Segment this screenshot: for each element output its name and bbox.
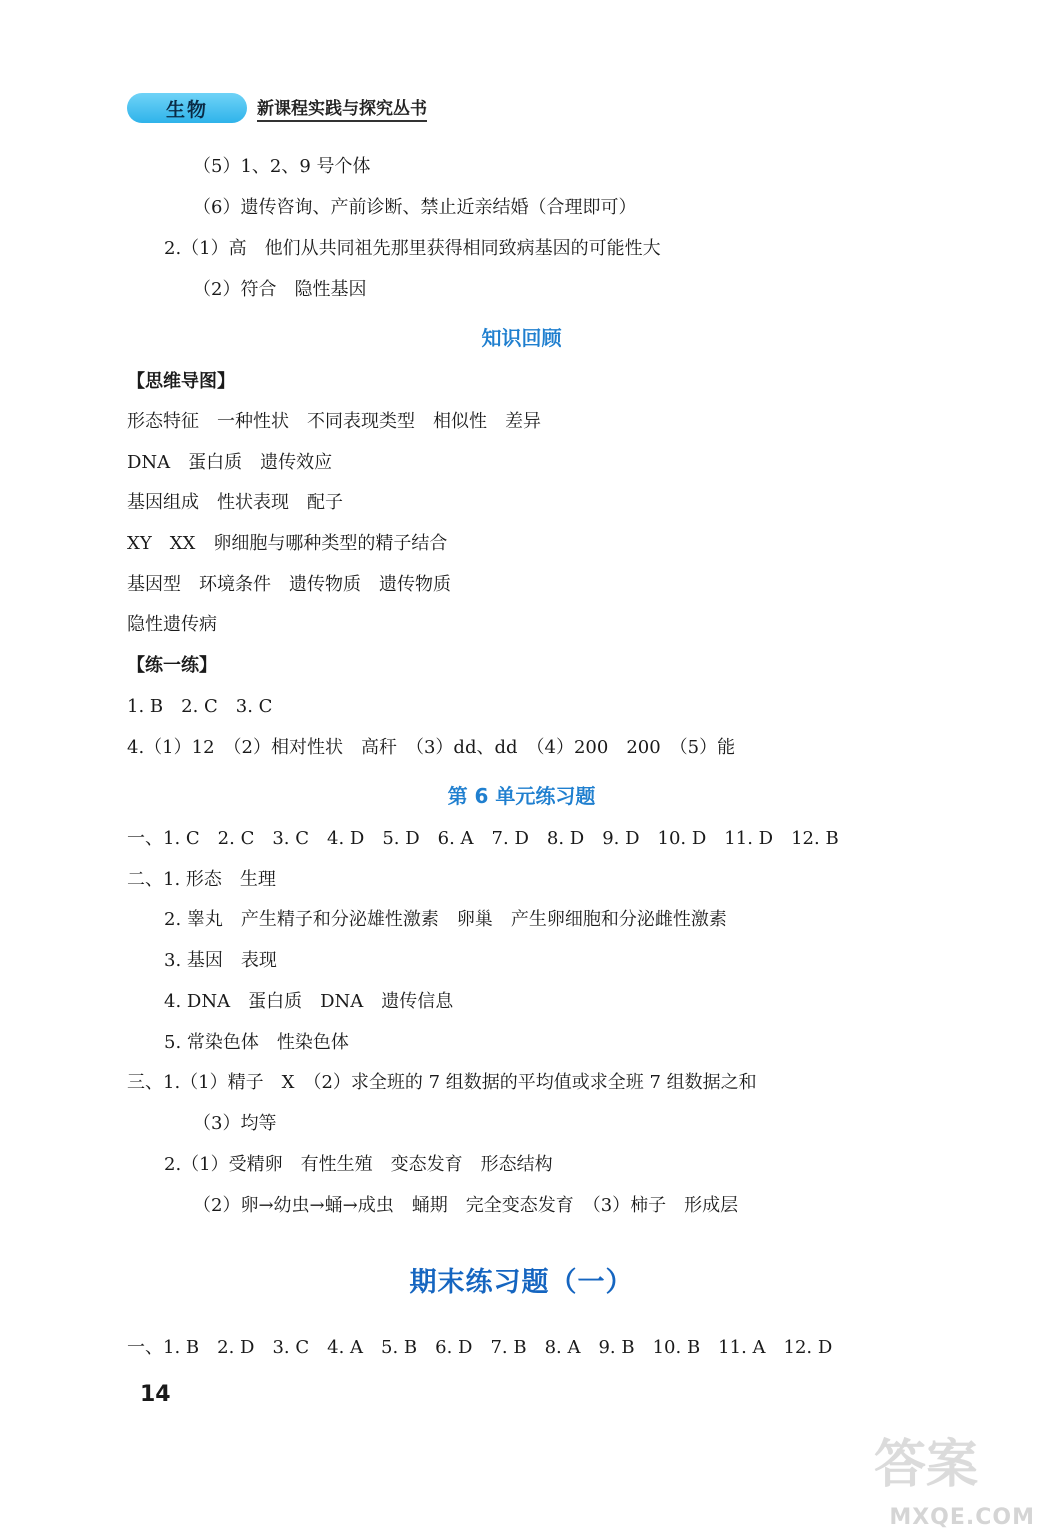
mindmap-heading: 【思维导图】 bbox=[127, 371, 235, 392]
section-title-review: 知识回顾 bbox=[481, 326, 562, 350]
watermark-logo: 答案 bbox=[874, 1435, 979, 1495]
watermark-site: MXQE.COM bbox=[889, 1505, 1035, 1530]
subject-tab: 生物 bbox=[127, 93, 247, 123]
page-number: 14 bbox=[140, 1382, 171, 1407]
watermark bbox=[868, 1418, 1043, 1536]
unit6-line: 2. 睾丸 产生精子和分泌雄性激素 卵巢 产生卵细胞和分泌雌性激素 bbox=[164, 909, 727, 930]
practice-line: 1. B 2. C 3. C bbox=[127, 696, 273, 717]
unit6-line: （3）均等 bbox=[193, 1113, 277, 1134]
page-header bbox=[127, 93, 427, 123]
unit6-line: 4. DNA 蛋白质 DNA 遗传信息 bbox=[164, 991, 454, 1012]
practice-line: 4.（1）12 （2）相对性状 高秆 （3）dd、dd （4）200 200 （5）能 bbox=[127, 737, 736, 758]
mindmap-line: 基因组成 性状表现 配子 bbox=[127, 492, 343, 513]
mindmap-line: 形态特征 一种性状 不同表现类型 相似性 差异 bbox=[127, 411, 541, 432]
section-title-final: 期末练习题（一） bbox=[409, 1267, 634, 1298]
answer-line: （2）符合 隐性基因 bbox=[193, 279, 367, 300]
practice-heading: 【练一练】 bbox=[127, 655, 217, 676]
unit6-line: 2.（1）受精卵 有性生殖 变态发育 形态结构 bbox=[164, 1154, 553, 1175]
unit6-line: 三、1.（1）精子 X （2）求全班的 7 组数据的平均值或求全班 7 组数据之和 bbox=[127, 1072, 757, 1093]
mindmap-line: XY XX 卵细胞与哪种类型的精子结合 bbox=[127, 533, 448, 554]
unit6-line: 3. 基因 表现 bbox=[164, 950, 277, 971]
unit6-line: 5. 常染色体 性染色体 bbox=[164, 1032, 349, 1053]
section-title-unit6: 第 6 单元练习题 bbox=[447, 784, 596, 808]
mindmap-line: DNA 蛋白质 遗传效应 bbox=[127, 452, 333, 473]
final-line: 一、1. B 2. D 3. C 4. A 5. B 6. D 7. B 8. A 9. B 10. B 11. A 12. D bbox=[127, 1337, 833, 1358]
unit6-line: （2）卵→幼虫→蛹→成虫 蛹期 完全变态发育 （3）柿子 形成层 bbox=[193, 1195, 739, 1216]
mindmap-line: 隐性遗传病 bbox=[127, 614, 217, 635]
mindmap-line: 基因型 环境条件 遗传物质 遗传物质 bbox=[127, 574, 451, 595]
series-title: 新课程实践与探究丛书 bbox=[257, 94, 427, 122]
answer-line: 2.（1）高 他们从共同祖先那里获得相同致病基因的可能性大 bbox=[164, 238, 661, 259]
unit6-line: 二、1. 形态 生理 bbox=[127, 869, 276, 890]
answer-line: （5）1、2、9 号个体 bbox=[193, 156, 371, 177]
answer-line: （6）遗传咨询、产前诊断、禁止近亲结婚（合理即可） bbox=[193, 197, 637, 218]
unit6-line: 一、1. C 2. C 3. C 4. D 5. D 6. A 7. D 8. D 9. D 10. D 11. D 12. B bbox=[127, 828, 839, 849]
